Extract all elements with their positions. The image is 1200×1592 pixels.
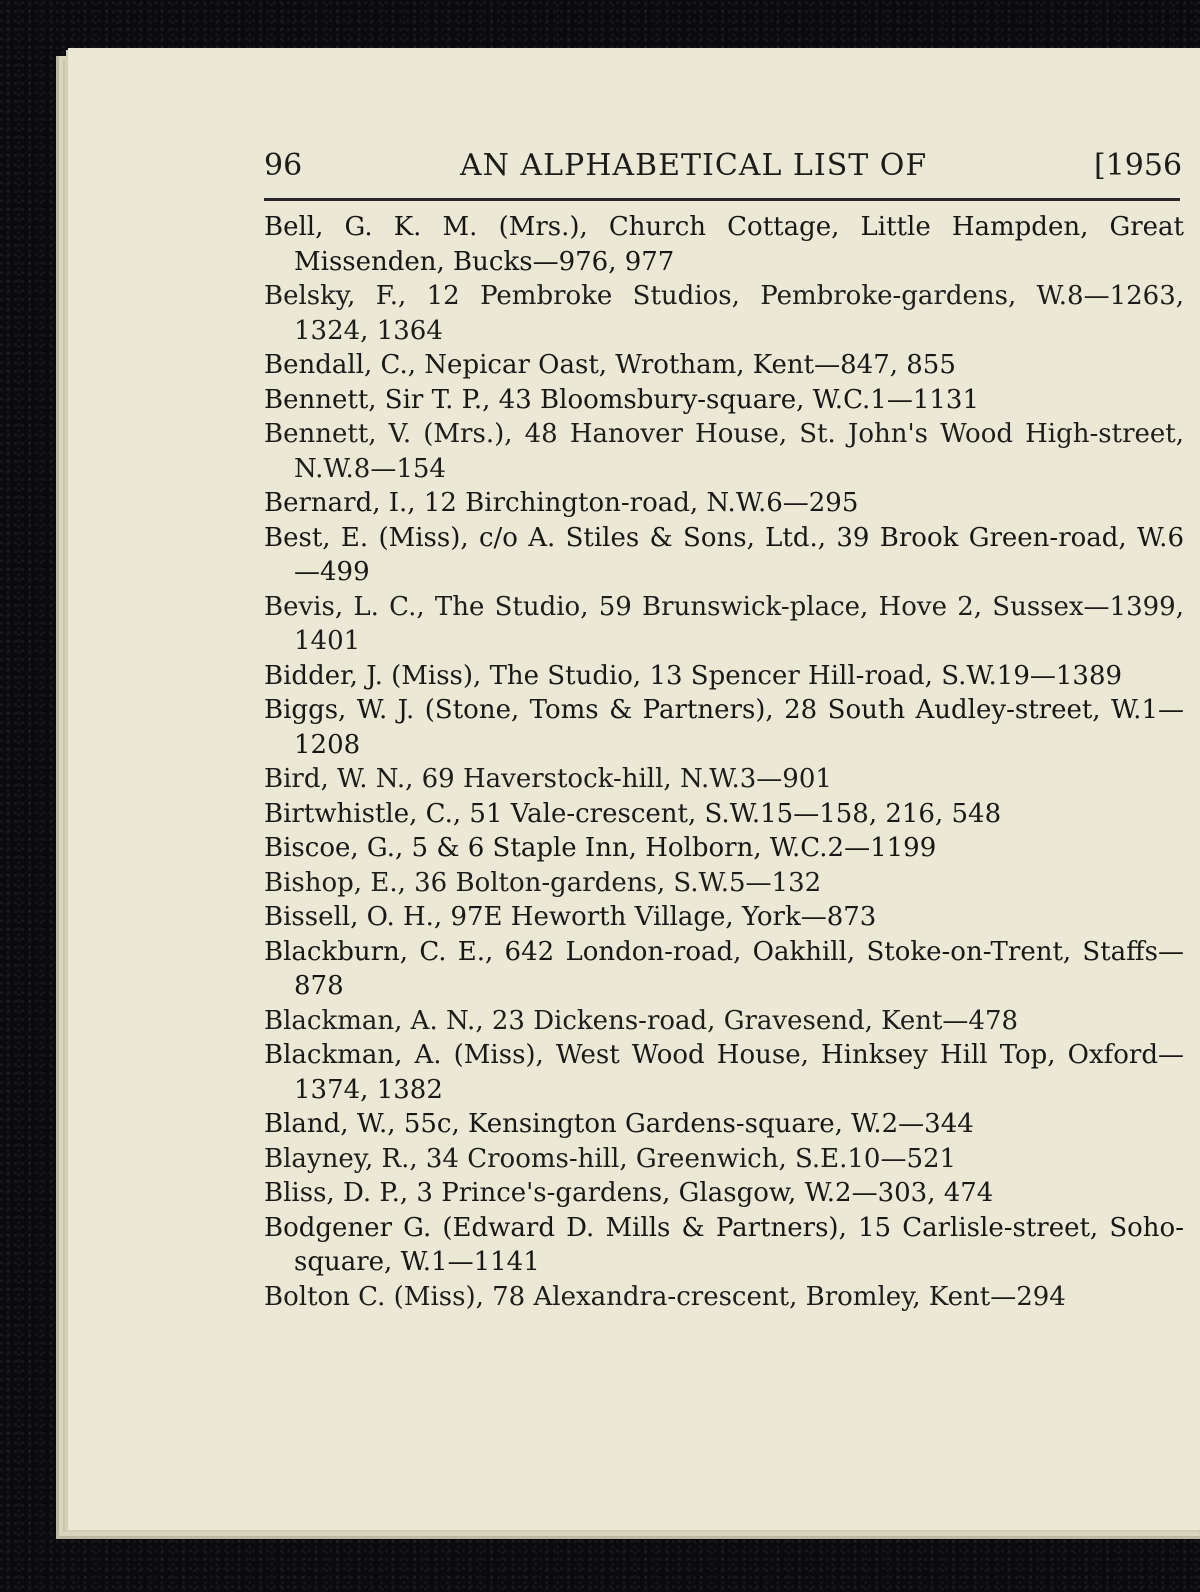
directory-entry: Bidder, J. (Miss), The Studio, 13 Spencer Hill-road, S.W.19—1389 (264, 660, 1123, 691)
directory-entry: Bendall, C., Nepicar Oast, Wrotham, Kent—847, 855 (264, 350, 956, 380)
directory-entry: Blayney, R., 34 Crooms-hill, Greenwich, S.E.10—521 (264, 1143, 957, 1174)
directory-entry: Biscoe, G., 5 & 6 Staple Inn, Holborn, W.C.2—1199 (264, 833, 937, 863)
directory-entry: Bell, G. K. M. (Mrs.), Church Cottage, Little Hampden, Great Missenden, Bucks—976, 977 (264, 212, 1184, 277)
directory-entry: Bodgener G. (Edward D. Mills & Partners), 15 Carlisle-street, Soho-square, W.1—1141 (264, 1212, 1184, 1277)
directory-entry: Bernard, I., 12 Birchington-road, N.W.6—295 (264, 488, 859, 518)
directory-entry: Biggs, W. J. (Stone, Toms & Partners), 28 South Audley-street, W.1—1208 (264, 695, 1184, 760)
directory-entry: Best, E. (Miss), c/o A. Stiles & Sons, Ltd., 39 Brook Green-road, W.6—499 (264, 522, 1184, 587)
page-number: 96 (264, 148, 303, 183)
directory-entries (264, 210, 1184, 1314)
running-head (264, 148, 1194, 188)
directory-entry: Bishop, E., 36 Bolton-gardens, S.W.5—132 (264, 867, 822, 898)
directory-entry: Belsky, F., 12 Pembroke Studios, Pembroke-gardens, W.8—1263, 1324, 1364 (264, 281, 1184, 346)
directory-entry: Bird, W. N., 69 Haverstock-hill, N.W.3—901 (264, 764, 832, 794)
directory-entry: Bolton C. (Miss), 78 Alexandra-crescent, Bromley, Kent—294 (264, 1281, 1066, 1312)
header-rule (264, 198, 1180, 201)
directory-entry: Bennett, Sir T. P., 43 Bloomsbury-square, W.C.1—1131 (264, 384, 980, 415)
directory-entry: Bland, W., 55c, Kensington Gardens-square, W.2—344 (264, 1109, 974, 1139)
directory-entry: Blackburn, C. E., 642 London-road, Oakhill, Stoke-on-Trent, Staffs—878 (264, 936, 1184, 1001)
running-year: [1956 (1094, 148, 1183, 183)
directory-entry: Blackman, A. (Miss), West Wood House, Hinksey Hill Top, Oxford—1374, 1382 (264, 1040, 1184, 1105)
directory-entry: Birtwhistle, C., 51 Vale-crescent, S.W.15—158, 216, 548 (264, 798, 1002, 829)
directory-entry: Bliss, D. P., 3 Prince's-gardens, Glasgow, W.2—303, 474 (264, 1178, 994, 1208)
directory-entry: Bissell, O. H., 97E Heworth Village, York—873 (264, 902, 877, 932)
directory-entry: Blackman, A. N., 23 Dickens-road, Gravesend, Kent—478 (264, 1005, 1019, 1036)
running-title: AN ALPHABETICAL LIST OF (460, 148, 928, 183)
directory-entry: Bevis, L. C., The Studio, 59 Brunswick-place, Hove 2, Sussex—1399, 1401 (264, 591, 1184, 656)
directory-entry: Bennett, V. (Mrs.), 48 Hanover House, St. John's Wood High-street, N.W.8—154 (264, 419, 1184, 484)
